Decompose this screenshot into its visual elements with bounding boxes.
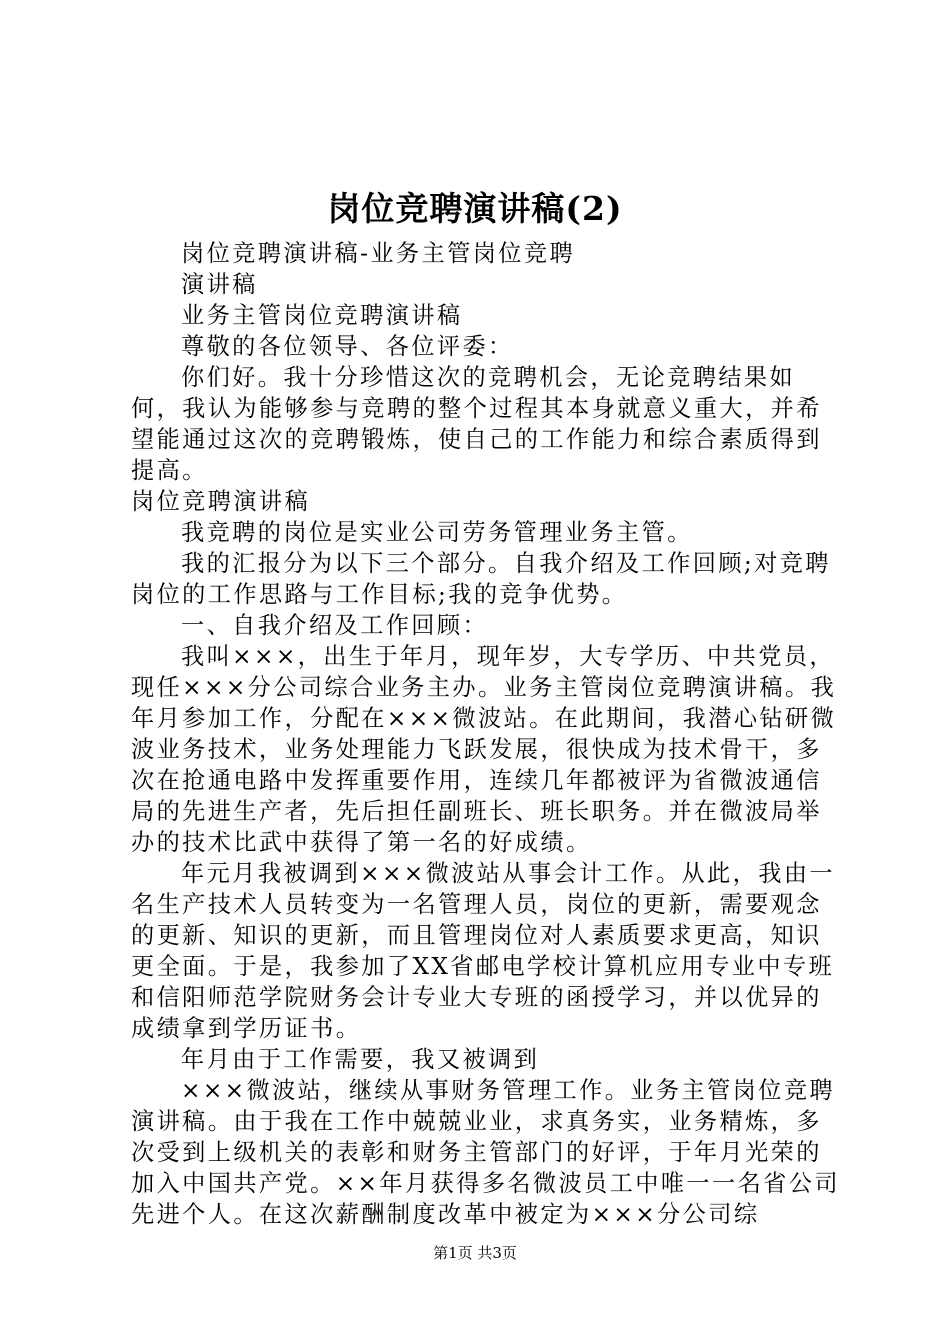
document-body [131,238,843,1230]
section-heading: 一、自我介绍及工作回顾： [181,612,489,639]
paragraph: 我的汇报分为以下三个部分。自我介绍及工作回顾;对竞聘岗位的工作思路与工作目标;我的竞争优势。 [131,550,831,608]
paragraph: 岗位竞聘演讲稿-业务主管岗位竞聘 [181,240,576,267]
salutation: 尊敬的各位领导、各位评委： [181,333,514,360]
paragraph: 我竞聘的岗位是实业公司劳务管理业务主管。 [181,519,693,546]
document-title: 岗位竞聘演讲稿(2) [327,189,623,228]
paragraph: ×××微波站，继续从事财务管理工作。业务主管岗位竞聘演讲稿。由于我在工作中兢兢业业，求真务实，业务精炼，多次受到上级机关的表彰和财务主管部门的好评，于年月光荣的加入中国共产党。××年月获得多名微波员工中唯一一名省公司先进个人。在这次薪酬制度改革中被定为×××分公司综 [131,1077,840,1228]
page-number: 第1页 共3页 [433,1244,517,1262]
paragraph: 业务主管岗位竞聘演讲稿 [181,302,463,329]
paragraph: 年元月我被调到×××微波站从事会计工作。从此，我由一名生产技术人员转变为一名管理人员，岗位的更新，需要观念的更新、知识的更新，而且管理岗位对人素质要求更高，知识更全面。于是，我参加了XX省邮电学校计算机应用专业中专班和信阳师范学院财务会计专业大专班的函授学习，并以优异的成绩拿到学历证书。 [131,860,835,1042]
paragraph: 我叫×××，出生于年月，现年岁，大专学历、中共党员，现任×××分公司综合业务主办。业务主管岗位竞聘演讲稿。我年月参加工作，分配在×××微波站。在此期间，我潜心钻研微波业务技术，业务处理能力飞跃发展，很快成为技术骨干，多次在抢通电路中发挥重要作用，连续几年都被评为省微波通信局的先进生产者，先后担任副班长、班长职务。并在微波局举办的技术比武中获得了第一名的好成绩。 [131,643,837,856]
paragraph: 演讲稿 [181,271,258,298]
paragraph: 岗位竞聘演讲稿 [131,488,311,515]
paragraph: 你们好。我十分珍惜这次的竞聘机会，无论竞聘结果如何，我认为能够参与竞聘的整个过程其本身就意义重大，并希望能通过这次的竞聘锻炼，使自己的工作能力和综合素质得到提高。 [131,364,822,484]
paragraph: 年月由于工作需要，我又被调到 [181,1046,540,1073]
